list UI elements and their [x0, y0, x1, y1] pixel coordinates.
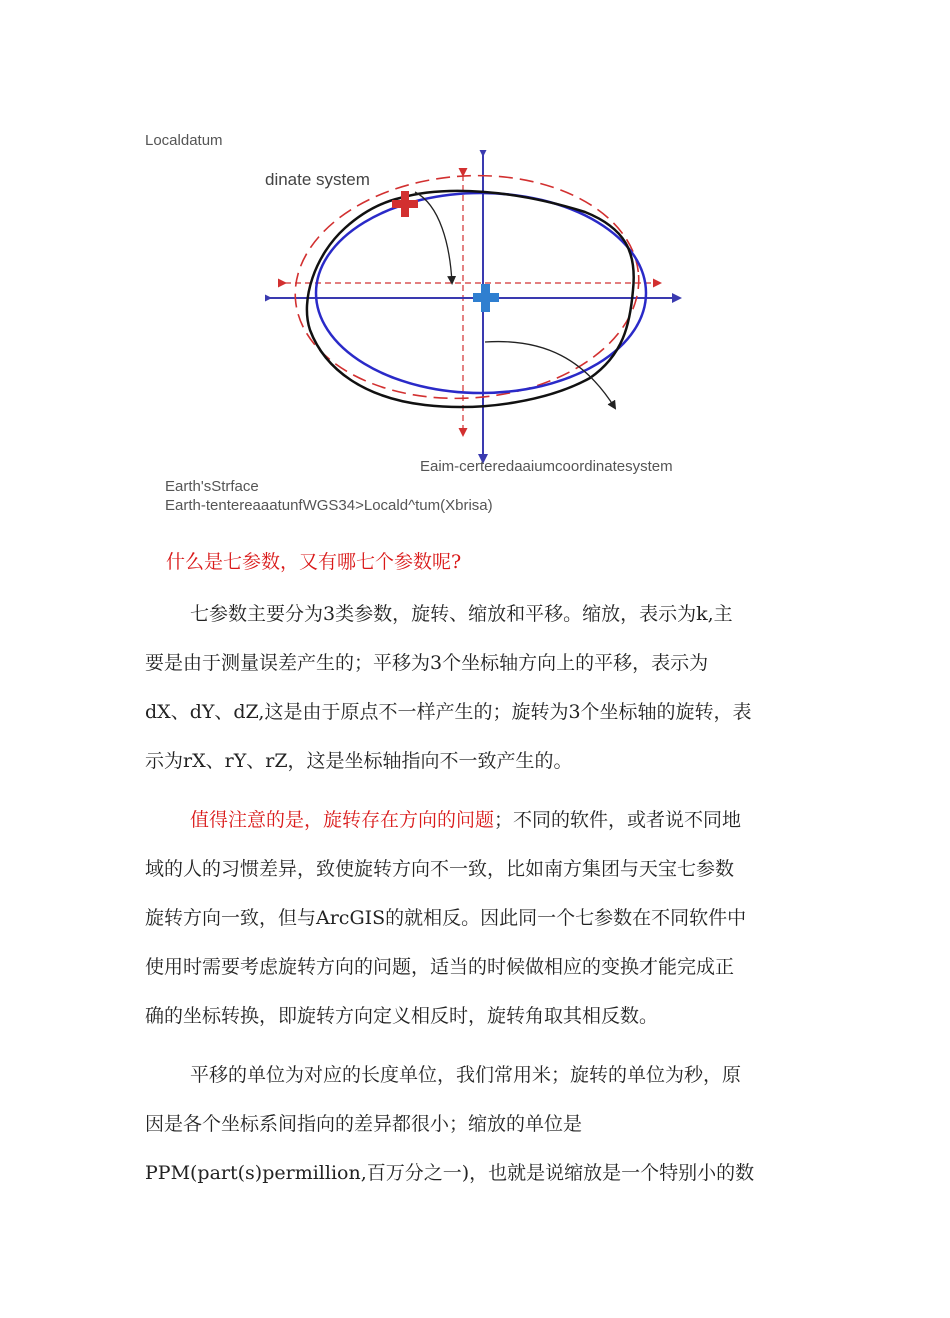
paragraph-line: 确的坐标转换，即旋转方向定义相反时，旋转角取其相反数。: [145, 1005, 659, 1027]
section-heading: 什么是七参数，又有哪七个参数呢?: [166, 551, 462, 573]
paragraph-line: 因是各个坐标系间指向的差异都很小；缩放的单位是: [145, 1113, 583, 1135]
figure-right-caption: Eaim-certeredaaiumcoordinatesystem: [420, 458, 673, 475]
paragraph-line: PPM(part(s)permillion,百万分之一)，也就是说缩放是一个特别小的数: [145, 1162, 755, 1184]
highlight-text: 值得注意的是，旋转存在方向的问题: [190, 809, 495, 831]
paragraph-line: 使用时需要考虑旋转方向的问题，适当的时候做相应的变换才能完成正: [145, 956, 735, 978]
earth-center-cross: [473, 284, 499, 312]
figure-left-caption-1: Earth'sStrface: [165, 478, 259, 495]
paragraph-units: [145, 1051, 805, 1198]
paragraph-line: 七参数主要分为3类参数，旋转、缩放和平移。缩放，表示为k,主: [190, 603, 733, 625]
datum-diagram: [265, 150, 685, 465]
paragraph-seven-params: [145, 590, 805, 786]
paragraph-line: 要是由于测量误差产生的；平移为3个坐标轴方向上的平移，表示为: [145, 652, 709, 674]
paragraph-line: 示为rX、rY、rZ，这是坐标轴指向不一致产生的。: [145, 750, 573, 772]
paragraph-line: 旋转方向一致，但与ArcGIS的就相反。因此同一个七参数在不同软件中: [145, 907, 747, 929]
paragraph-rotation-direction: [145, 796, 805, 1041]
paragraph-line: dX、dY、dZ,这是由于原点不一样产生的；旋转为3个坐标轴的旋转，表: [145, 701, 752, 723]
paragraph-line: [145, 796, 805, 845]
paragraph-line: 域的人的习惯差异，致使旋转方向不一致，比如南方集团与天宝七参数: [145, 858, 735, 880]
figure-top-label: Localdatum: [145, 132, 223, 149]
paragraph-line: 平移的单位为对应的长度单位，我们常用米；旋转的单位为秒，原: [190, 1064, 742, 1086]
inner-label-arrow: [415, 192, 452, 283]
paragraph-text: ；不同的软件，或者说不同地: [494, 809, 742, 831]
figure-inner-label: dinate system: [265, 170, 370, 189]
figure-left-caption-2: Earth-tentereaaatunfWGS34>Locald^tum(Xbrisa): [165, 497, 493, 514]
